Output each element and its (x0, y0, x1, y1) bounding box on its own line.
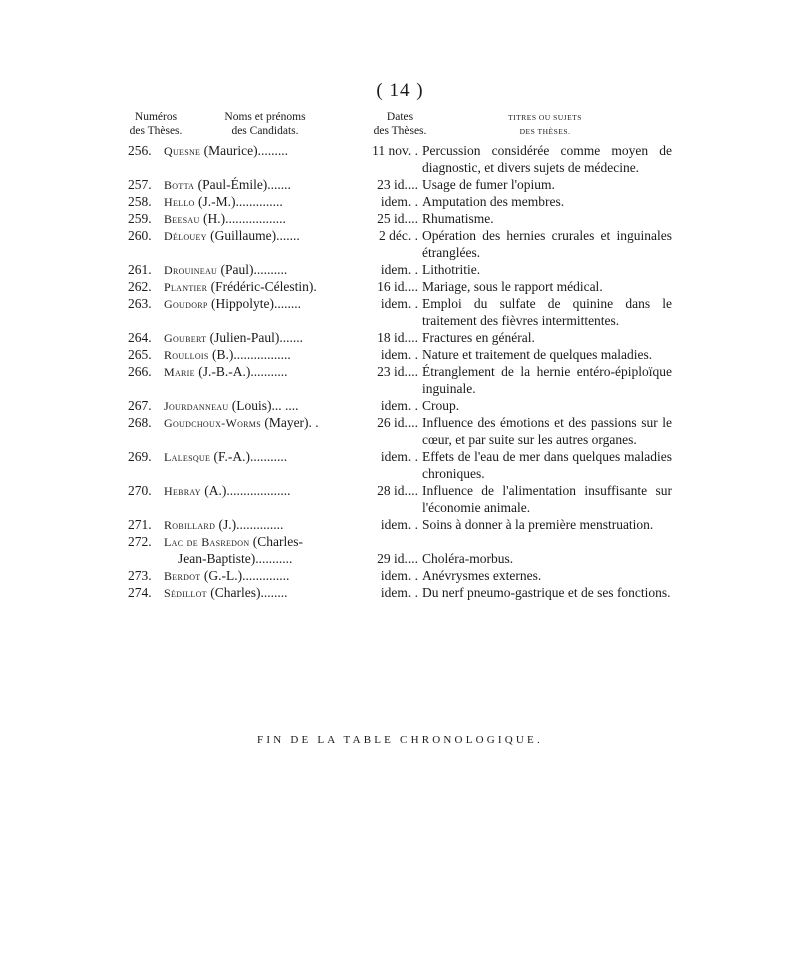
entry-title: Lithotritie. (422, 262, 481, 277)
entry-number: 268. (128, 415, 152, 430)
entry-title: Influence de l'alimentation insuffisante sur l'économie animale. (422, 483, 672, 515)
entry-row (0, 363, 800, 397)
entry-surname: Marie (164, 365, 195, 379)
entry-date: 29 id.... (377, 551, 418, 566)
entry-candidate (164, 227, 354, 245)
entry-surname: Lac de Basredon (164, 535, 250, 549)
entry-surname: Berdot (164, 569, 201, 583)
entry-date: 2 déc. . (379, 228, 418, 243)
entry-candidate (164, 363, 354, 381)
entry-title: Choléra-morbus. (422, 551, 514, 566)
entry-surname: Drouineau (164, 263, 218, 277)
entry-candidate (164, 346, 354, 364)
entry-candidate (164, 584, 354, 602)
entry-date: 16 id.... (377, 279, 418, 294)
entry-given-names: (J.-M.).............. (194, 194, 283, 209)
entry-row (0, 346, 800, 363)
header-numeros: Numéros des Thèses. (129, 111, 183, 137)
entry-candidate (164, 533, 354, 551)
entry-number: 262. (128, 279, 152, 294)
entry-row (0, 482, 800, 516)
entry-given-names: (Maurice)......... (200, 143, 288, 158)
entry-row (0, 176, 800, 193)
entry-number: 256. (128, 143, 152, 158)
entry-number: 258. (128, 194, 152, 209)
entry-surname: Goubert (164, 331, 207, 345)
entry-surname: Hebray (164, 484, 201, 498)
entry-date: 25 id.... (377, 211, 418, 226)
entry-date: idem. . (380, 262, 418, 277)
entry-given-names: (F.-A.)........... (210, 449, 288, 464)
entry-given-names-continued: Jean-Baptiste)........... (178, 551, 293, 566)
entry-candidate (164, 142, 354, 160)
entry-number: 269. (128, 449, 152, 464)
entry-candidate (164, 278, 354, 296)
entry-date: 23 id.... (377, 364, 418, 379)
entry-row (0, 193, 800, 210)
entry-title: Effets de l'eau de mer dans quelques maladies chroniques. (422, 449, 672, 481)
entry-title: Percussion considérée comme moyen de diagnostic, et divers sujets de médecine. (422, 143, 672, 175)
entry-surname: Plantier (164, 280, 208, 294)
entry-given-names: (A.)................... (200, 483, 291, 498)
entry-given-names: (Frédéric-Célestin). (207, 279, 317, 294)
entry-row (0, 516, 800, 533)
entry-surname: Robillard (164, 518, 216, 532)
entry-date: idem. . (380, 296, 418, 311)
entry-given-names: (Paul).......... (217, 262, 288, 277)
entry-candidate (164, 261, 354, 279)
entry-title: Anévrysmes externes. (422, 568, 542, 583)
header-noms: Noms et prénoms des Candidats. (224, 111, 306, 137)
header-titres: TITRES OU SUJETS DES THÈSES. (508, 113, 582, 136)
entry-candidate (164, 567, 354, 585)
entry-number: 261. (128, 262, 152, 277)
entry-title: Croup. (422, 398, 460, 413)
entry-given-names: (G.-L.).............. (200, 568, 290, 583)
entry-surname: Jourdanneau (164, 399, 229, 413)
entry-title: Influence des émotions et des passions sur le cœur, et par suite sur les autres organes. (422, 415, 672, 447)
entry-row (0, 414, 800, 448)
entry-date: 28 id.... (377, 483, 418, 498)
entry-number: 257. (128, 177, 152, 192)
entry-title: Étranglement de la hernie entéro-épiploïque inguinale. (422, 364, 672, 396)
entry-candidate (164, 329, 354, 347)
entry-surname: Lalesque (164, 450, 211, 464)
entry-candidate (164, 193, 354, 211)
entry-number: 259. (128, 211, 152, 226)
entry-title: Rhumatisme. (422, 211, 494, 226)
entry-given-names: (B.)................. (208, 347, 291, 362)
entry-date: 23 id.... (377, 177, 418, 192)
entry-date: 11 nov. . (372, 143, 418, 158)
entry-surname: Délouey (164, 229, 207, 243)
entry-date: idem. . (380, 347, 418, 362)
entry-number: 270. (128, 483, 152, 498)
entry-candidate (164, 516, 354, 534)
entry-row (0, 142, 800, 176)
entry-date: idem. . (380, 194, 418, 209)
entry-given-names: (Louis)... .... (228, 398, 299, 413)
entry-given-names: (Guillaume)....... (206, 228, 300, 243)
entry-candidate (164, 210, 354, 228)
entry-candidate (164, 482, 354, 500)
entry-number: 264. (128, 330, 152, 345)
entry-row (0, 448, 800, 482)
theses-table (0, 142, 800, 601)
entry-given-names: (Mayer). . (260, 415, 319, 430)
entry-row (0, 584, 800, 601)
entry-number: 266. (128, 364, 152, 379)
entry-given-names: (Julien-Paul)....... (206, 330, 304, 345)
entry-date: idem. . (380, 449, 418, 464)
end-of-table-note: FIN DE LA TABLE CHRONOLOGIQUE. (257, 734, 543, 746)
entry-row (0, 329, 800, 346)
entry-date: idem. . (380, 517, 418, 532)
entry-number: 272. (128, 534, 152, 549)
entry-given-names: (H.).................. (199, 211, 286, 226)
entry-number: 260. (128, 228, 152, 243)
entry-title: Mariage, sous le rapport médical. (422, 279, 603, 294)
entry-row (0, 278, 800, 295)
entry-row (0, 550, 800, 567)
entry-number: 265. (128, 347, 152, 362)
entry-title: Fractures en général. (422, 330, 535, 345)
entry-date: 18 id.... (377, 330, 418, 345)
entry-given-names: (Charles)........ (206, 585, 288, 600)
entry-date: idem. . (380, 585, 418, 600)
entry-row (0, 261, 800, 278)
entry-surname: Botta (164, 178, 195, 192)
entry-date: idem. . (380, 568, 418, 583)
entry-given-names: (J.).............. (215, 517, 284, 532)
entry-candidate (164, 397, 354, 415)
entry-number: 271. (128, 517, 152, 532)
entry-given-names: (Charles- (249, 534, 304, 549)
entry-surname: Sédillot (164, 586, 207, 600)
entry-number: 263. (128, 296, 152, 311)
entry-candidate (164, 295, 354, 313)
entry-candidate (164, 176, 354, 194)
entry-title: Amputation des membres. (422, 194, 565, 209)
entry-row (0, 567, 800, 584)
entry-row (0, 210, 800, 227)
entry-number: 274. (128, 585, 152, 600)
entry-title: Emploi du sulfate de quinine dans le traitement des fièvres intermittentes. (422, 296, 672, 328)
entry-title: Du nerf pneumo-gastrique et de ses fonctions. (422, 585, 671, 600)
entry-number: 273. (128, 568, 152, 583)
entry-row (0, 295, 800, 329)
entry-surname: Roullois (164, 348, 209, 362)
entry-surname: Hello (164, 195, 195, 209)
entry-given-names: (Paul-Émile)....... (194, 177, 291, 192)
entry-date: idem. . (380, 398, 418, 413)
entry-surname: Goudorp (164, 297, 208, 311)
page-number: ( 14 ) (376, 80, 424, 101)
entry-title: Opération des hernies crurales et inguinales étranglées. (422, 228, 672, 260)
entry-row (0, 397, 800, 414)
entry-candidate (164, 448, 354, 466)
entry-number: 267. (128, 398, 152, 413)
entry-surname: Goudchoux-Worms (164, 416, 261, 430)
entry-row (0, 227, 800, 261)
entry-given-names: (Hippolyte)........ (207, 296, 302, 311)
entry-candidate (164, 414, 354, 432)
entry-date: 26 id.... (377, 415, 418, 430)
entry-title: Soins à donner à la première menstruation. (422, 517, 654, 532)
entry-title: Nature et traitement de quelques maladies. (422, 347, 653, 362)
entry-surname: Quesne (164, 144, 201, 158)
entry-surname: Beesau (164, 212, 200, 226)
entry-given-names: (J.-B.-A.)........... (194, 364, 288, 379)
entry-title: Usage de fumer l'opium. (422, 177, 555, 192)
header-dates: Dates des Thèses. (373, 111, 427, 137)
